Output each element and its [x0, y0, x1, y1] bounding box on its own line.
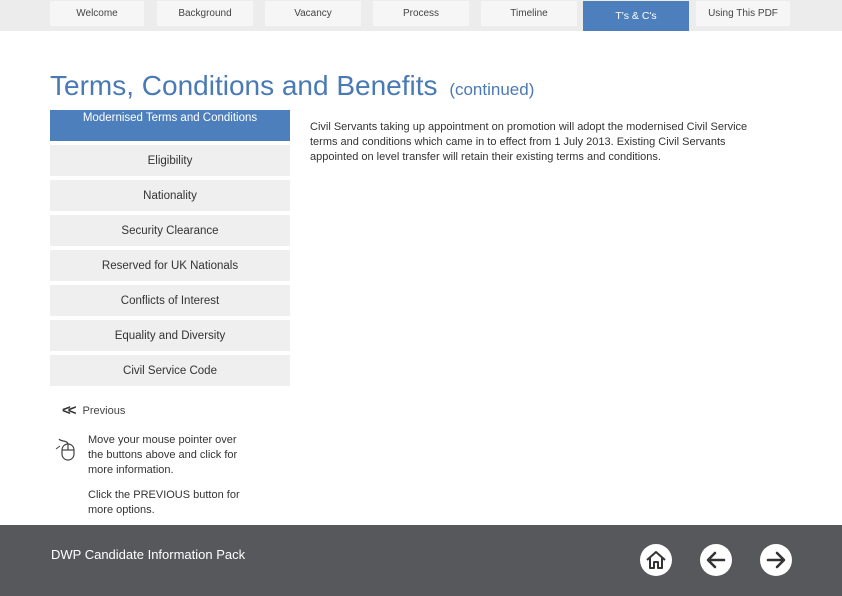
menu-item-equality-diversity[interactable]: Equality and Diversity: [50, 320, 290, 351]
tab-ts-and-cs[interactable]: T's & C's: [583, 1, 689, 31]
tab-using-this-pdf[interactable]: Using This PDF: [696, 1, 790, 26]
tab-timeline[interactable]: Timeline: [481, 1, 577, 26]
menu-item-security-clearance[interactable]: Security Clearance: [50, 215, 290, 246]
back-button[interactable]: [700, 544, 732, 576]
page-title-main: Terms, Conditions and Benefits: [50, 70, 438, 101]
menu-item-nationality[interactable]: Nationality: [50, 180, 290, 211]
page-title: [50, 70, 534, 102]
arrow-right-icon: [764, 548, 788, 572]
tab-welcome[interactable]: Welcome: [50, 1, 144, 26]
page-title-suffix: (continued): [449, 80, 535, 99]
home-button[interactable]: [640, 544, 672, 576]
footer: [0, 525, 842, 596]
tab-vacancy[interactable]: Vacancy: [265, 1, 361, 26]
menu-item-modernised-terms[interactable]: Modernised Terms and Conditions: [50, 110, 290, 141]
menu-item-conflicts-of-interest[interactable]: Conflicts of Interest: [50, 285, 290, 316]
menu-item-eligibility[interactable]: Eligibility: [50, 145, 290, 176]
tab-background[interactable]: Background: [157, 1, 253, 26]
menu-item-reserved-uk-nationals[interactable]: Reserved for UK Nationals: [50, 250, 290, 281]
top-navigation: [0, 0, 842, 31]
double-chevron-left-icon: <<: [62, 402, 74, 419]
forward-button[interactable]: [760, 544, 792, 576]
home-icon: [644, 548, 668, 572]
menu-item-civil-service-code[interactable]: Civil Service Code: [50, 355, 290, 386]
mouse-hint-text: Move your mouse pointer over the buttons above and click for more information.: [88, 434, 238, 476]
arrow-left-icon: [704, 548, 728, 572]
previous-label: Previous: [82, 404, 126, 417]
tab-process[interactable]: Process: [373, 1, 469, 26]
previous-hint-text: Click the PREVIOUS button for more options.: [88, 489, 240, 516]
footer-title: DWP Candidate Information Pack: [51, 547, 246, 562]
mouse-icon: [55, 437, 77, 461]
previous-button[interactable]: [62, 402, 125, 419]
content-paragraph: Civil Servants taking up appointment on promotion will adopt the modernised Civil Service terms and conditions which came in to effect from 1 July 2013. Existing Civil Servants appointed on level transfer will retain their existing terms and conditions.: [310, 121, 748, 163]
